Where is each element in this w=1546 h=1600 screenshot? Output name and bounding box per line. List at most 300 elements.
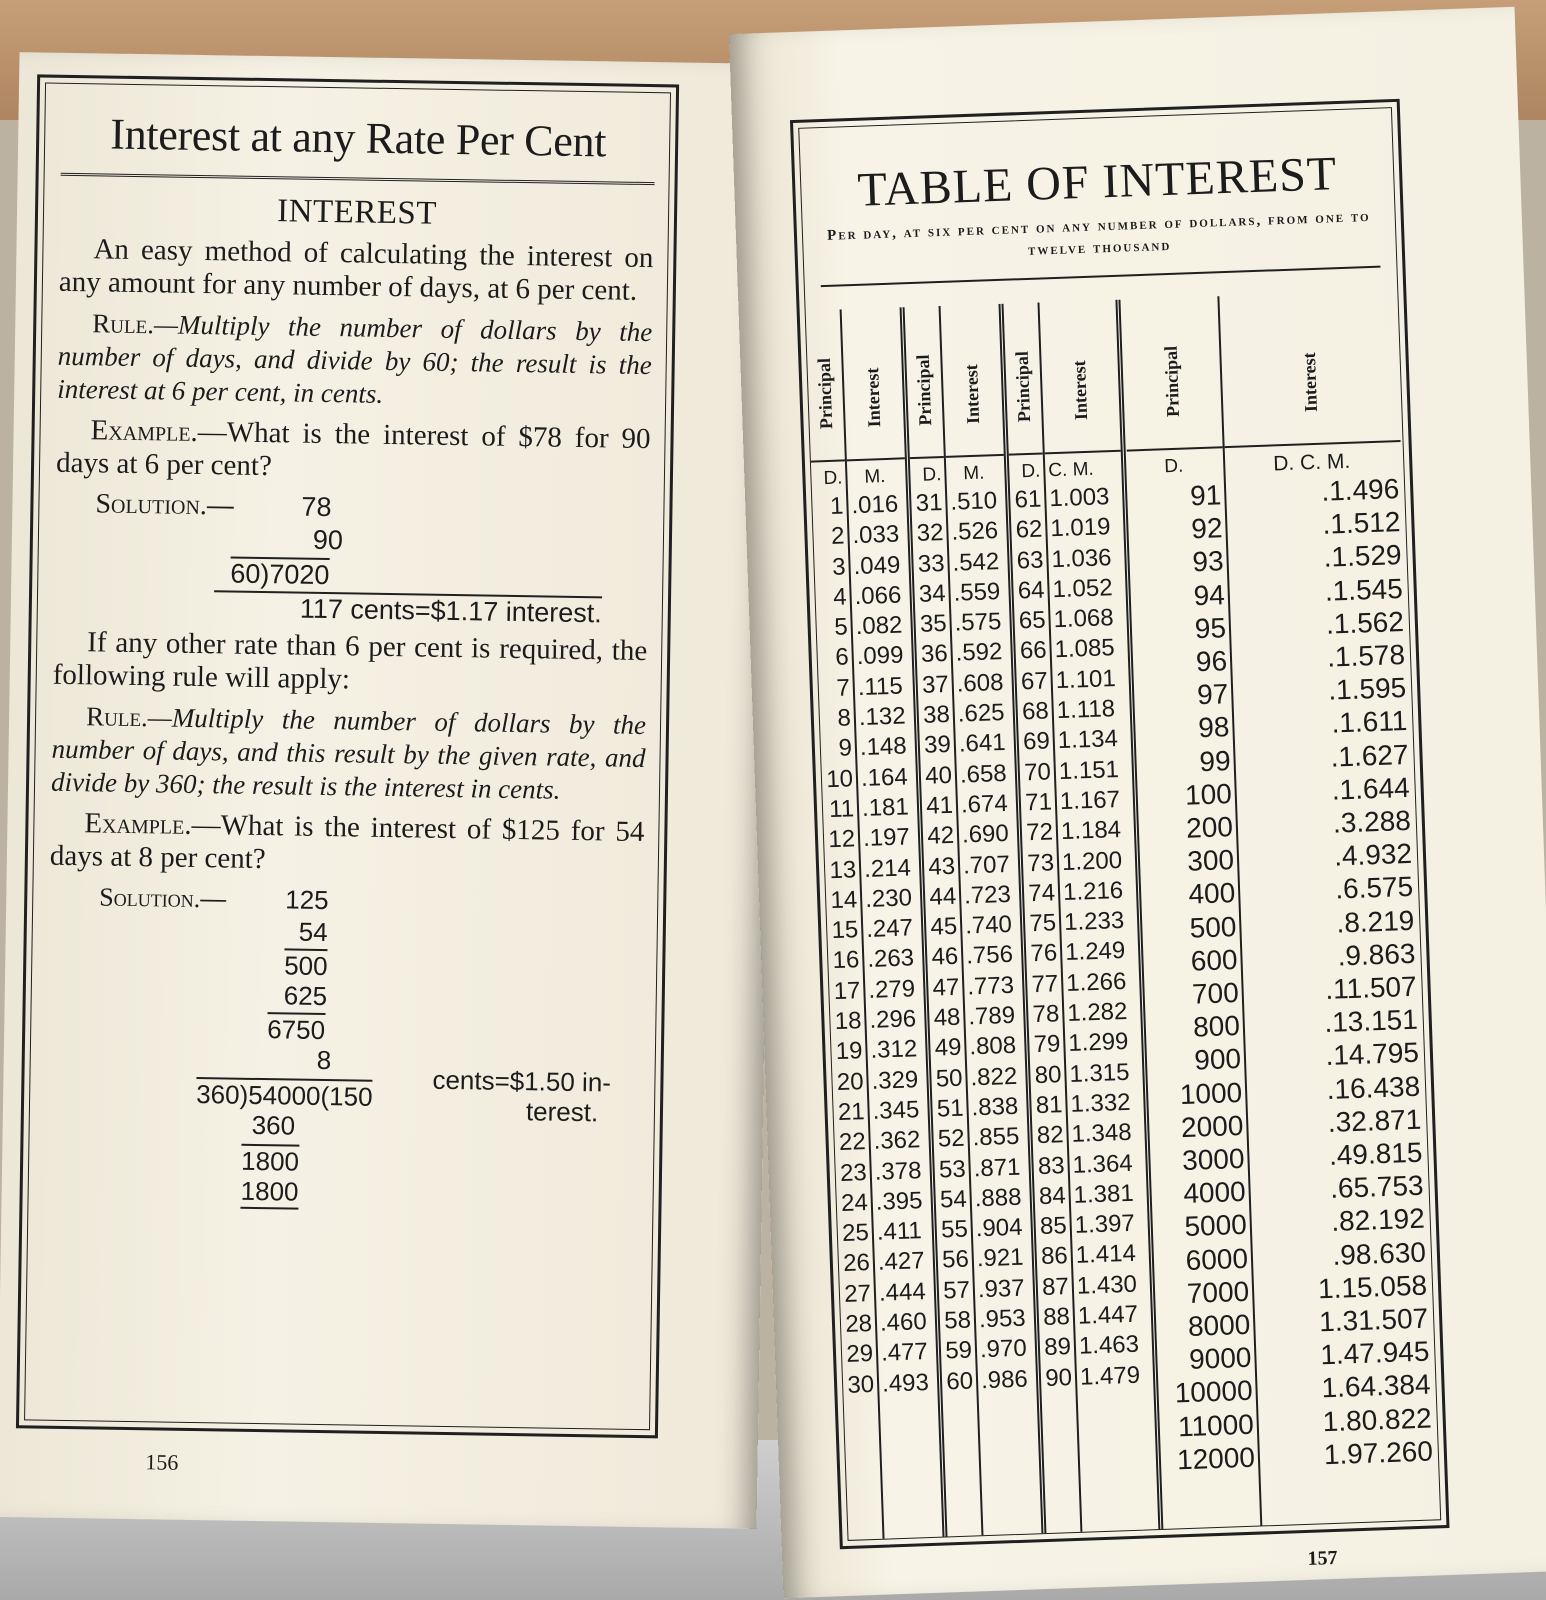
table-cell: 66 [1019,636,1048,665]
table-cell: 83 [1037,1151,1066,1180]
table-cell: 1.068 [1053,604,1115,634]
table-cell: 18 [834,1007,862,1036]
table-cell: .132 [858,702,907,732]
intro-paragraph: An easy method of calculating the interest on any amount for any number of days, at 6 per cent. [58,233,654,307]
table-cell: 1.167 [1059,785,1121,816]
table-cell: 42 [926,822,955,851]
table-cell: .871 [973,1153,1021,1182]
table-cell: 24 [840,1188,869,1217]
table-cell: .1.627 [1330,738,1410,773]
right-page [729,7,1546,1598]
rule-one-text: —Multiply the number of dollars by the number of days, and divide by 60; the result is the interest at 6 per cent, in cents. [57,309,653,409]
solution-one-line: 90 [312,524,344,556]
table-cell: .838 [971,1092,1019,1122]
solution-two-line: terest. [525,1096,599,1128]
table-cell: 1.47.945 [1319,1335,1430,1371]
solution-two-line: 360 [251,1109,296,1141]
table-cell: 1.332 [1070,1088,1131,1118]
solution-two-label: Solution.— [99,882,227,914]
table-cell: 7000 [1186,1275,1250,1309]
table-cell: 41 [925,791,954,820]
table-cell: .674 [960,789,1009,819]
column-units: M. [864,466,886,488]
rule-two-text: —Multiply the number of dollars by the number of days, and this result by the given rate, and divide by 360; the result is the interest in cents. [50,702,647,805]
table-cell: 600 [1190,943,1239,977]
table-cell: 49 [934,1034,962,1062]
table-cell: .9.863 [1337,937,1416,972]
column-header: Principal [806,309,845,462]
table-cell: 91 [1189,479,1222,512]
solution-one-label: Solution.— [95,488,235,522]
table-cell: 98 [1197,711,1230,744]
table-cell: 1.003 [1048,483,1110,513]
table-cell: 1.101 [1055,664,1117,694]
table-cell: 500 [1189,910,1237,944]
column-header: Interest [1039,300,1120,455]
table-cell: .066 [854,581,902,611]
table-cell: 1.348 [1071,1119,1133,1149]
table-cell: .14.795 [1324,1037,1420,1072]
table-cell: .444 [878,1277,927,1307]
table-cell: 300 [1186,844,1235,877]
table-cell: 9 [838,734,853,763]
table-cell: .723 [963,880,1012,910]
solution-two-line: 1800 [240,1145,300,1177]
table-cell: 68 [1021,697,1050,726]
column-header: Principal [1004,303,1043,456]
solution-two [43,881,643,1280]
table-cell: 20 [836,1067,865,1096]
table-cell: .789 [967,1001,1016,1031]
table-cell: 1.64.384 [1321,1369,1432,1404]
table-cell: 1.80.822 [1322,1402,1433,1437]
solution-two-line: 625 [283,980,328,1012]
table-cell: 30 [846,1370,875,1399]
table-cell: .033 [852,520,900,550]
column-units: M. [962,462,985,485]
column-units: D. [1163,455,1184,478]
table-cell: 1.397 [1074,1209,1136,1239]
table-cell: 1.364 [1072,1149,1134,1179]
table-cell: 13 [828,855,857,884]
column-units: D. C. M. [1272,449,1351,476]
page-number-left: 156 [145,1449,179,1475]
table-cell: 85 [1039,1212,1068,1241]
table-cell: 92 [1190,512,1224,545]
table-cell: .247 [865,914,914,944]
table-cell: .329 [871,1065,919,1095]
table-cell: 71 [1024,788,1053,817]
table-cell: 10 [825,764,854,793]
left-page-content [24,83,671,1431]
table-cell: 73 [1026,848,1055,877]
solution-two-line: 125 [285,884,329,916]
table-cell: 77 [1031,970,1059,998]
solution-one [54,488,650,629]
column-units: D. [823,467,843,490]
table-cell: .1.496 [1320,473,1400,507]
table-cell: 15 [831,916,859,945]
table-cell: .986 [980,1365,1029,1394]
table-cell: 1.463 [1078,1331,1140,1361]
table-cell: 1.299 [1067,1028,1129,1058]
table-cell: 1.430 [1076,1270,1138,1300]
table-cell: .362 [873,1126,921,1156]
rule-two [51,700,646,808]
table-cell: 65 [1018,606,1047,635]
table-cell: 1.184 [1060,816,1122,846]
table-cell: 3 [831,553,847,581]
table-cell: 8 [837,704,852,732]
table-cell: .970 [979,1334,1028,1364]
table-cell: 1.381 [1073,1179,1135,1209]
table-cell: .164 [860,763,909,792]
table-cell: 88 [1042,1303,1071,1332]
solution-one-result: 117 cents=$1.17 interest. [214,590,602,629]
table-cell: 90 [1044,1363,1073,1392]
example-one-lead: Example. [90,414,199,448]
table-cell: 45 [930,912,958,941]
table-cell: .460 [879,1308,928,1337]
table-cell: 36 [920,640,949,669]
table-cell: 19 [835,1037,863,1066]
table-cell: 61 [1014,485,1042,514]
table-cell: 89 [1043,1333,1072,1362]
table-cell: 3000 [1181,1142,1246,1177]
table-cell: .1.529 [1323,539,1403,574]
table-cell: .1.611 [1331,705,1408,739]
table-cell: 34 [918,579,947,608]
table-title: TABLE OF INTEREST [856,147,1338,217]
table-cell: 82 [1036,1121,1065,1150]
table-cell: 96 [1195,645,1228,678]
table-cell: .542 [952,547,1000,577]
column-header: Interest [1219,290,1400,448]
table-cell: .625 [957,699,1005,728]
table-cell: 48 [933,1003,961,1032]
table-cell: 57 [942,1276,971,1305]
table-cell: 94 [1193,578,1226,611]
table-cell: 63 [1016,546,1044,575]
table-cell: 14 [830,886,858,915]
table-cell: .98.630 [1331,1236,1427,1271]
right-page-border [790,99,1450,1549]
table-cell: .888 [974,1183,1022,1213]
table-cell: 67 [1020,667,1049,696]
column-header: Principal [905,306,944,459]
table-cell: .345 [872,1096,920,1125]
table-cell: 37 [921,670,950,699]
table-cell: .493 [881,1368,930,1398]
left-page [0,52,779,1529]
column-units: C. M. [1047,458,1095,482]
table-cell: 1.134 [1057,725,1119,755]
solution-two-line: 360)54000(150 [195,1079,373,1112]
table-cell: 16 [832,946,860,975]
table-cell: .49.815 [1328,1136,1423,1171]
table-cell: 900 [1193,1043,1242,1077]
table-cell: 2 [830,522,845,551]
rule-one [57,307,652,415]
table-cell: 1000 [1179,1076,1243,1110]
table-cell: 12 [827,825,856,854]
column-header: Principal [1121,296,1222,451]
table-cell: 1.282 [1066,997,1128,1028]
table-cell: 1.447 [1077,1300,1139,1330]
example-two [50,807,645,882]
table-cell: 95 [1194,612,1227,645]
table-cell: .82.192 [1330,1203,1426,1238]
table-cell: 87 [1041,1272,1070,1301]
table-cell: .263 [866,944,915,974]
table-cell: 27 [843,1279,872,1308]
column-units: D. [1021,460,1041,483]
table-cell: 5 [833,613,849,642]
table-cell: .559 [953,577,1001,607]
table-cell: .808 [968,1032,1017,1061]
table-cell: .099 [856,641,904,671]
table-cell: .1.545 [1324,572,1404,607]
table-cell: .3.288 [1332,804,1412,839]
table-cell: 400 [1187,877,1236,911]
table-cell: 1.200 [1061,846,1123,876]
table-cell: 1.233 [1063,907,1125,937]
table-cell: .904 [975,1213,1023,1243]
table-cell: 1.266 [1065,967,1127,997]
table-cell: .65.753 [1329,1169,1425,1205]
table-cell: .312 [870,1035,918,1065]
table-cell: .855 [972,1122,1020,1152]
table-cell: .16.438 [1326,1070,1421,1105]
table-cell: 100 [1184,777,1233,811]
table-cell: .1.644 [1331,771,1411,806]
solution-two-line: 54 [298,916,328,948]
table-cell: .608 [956,668,1004,698]
rule-two-lead: Rule. [85,701,149,733]
column-units: D. [922,464,942,486]
solution-two-line: 1800 [240,1176,298,1210]
table-cell: .395 [875,1186,923,1216]
example-one [56,414,651,489]
table-cell: 81 [1035,1091,1063,1120]
table-cell: 1.151 [1058,755,1120,785]
table-cell: 1.036 [1050,543,1112,573]
table-cell: 1.052 [1052,574,1114,604]
table-cell: 56 [941,1245,970,1274]
table-cell: .707 [962,850,1011,880]
table-cell: .822 [970,1062,1018,1092]
table-cell: 11000 [1177,1408,1255,1443]
table-cell: 54 [939,1185,968,1214]
table-cell: 84 [1038,1181,1067,1210]
solution-one-line: 78 [301,491,332,523]
solution-two-line: 500 [284,950,328,982]
table-cell: 53 [938,1155,967,1184]
table-cell: 33 [917,549,945,578]
table-cell: 800 [1192,1010,1241,1043]
table-cell: 47 [932,973,960,1002]
table-cell: 29 [845,1340,874,1369]
table-cell: .756 [965,941,1014,970]
table-cell: 10000 [1174,1375,1254,1409]
table-cell: 70 [1023,758,1052,787]
interest-table [806,290,1441,1540]
table-cell: .510 [949,487,998,516]
table-cell: .641 [958,729,1007,758]
table-cell: 1.15.058 [1317,1269,1428,1305]
table-cell: 97 [1196,678,1229,711]
table-cell: .13.151 [1323,1004,1419,1039]
table-cell: .8.219 [1335,904,1415,939]
table-cell: 51 [936,1094,965,1123]
table-cell: .427 [877,1247,926,1277]
table-cell: 40 [924,761,953,790]
table-cell: .378 [874,1156,922,1186]
table-cell: .411 [876,1217,923,1246]
table-cell: 50 [935,1064,963,1093]
table-cell: 17 [833,976,861,1005]
table-cell: 1.414 [1075,1240,1137,1270]
table-subtitle: Per day, at six per cent on any number of dollars, from one to twelve thousand [819,206,1381,288]
table-cell: 1.97.260 [1323,1435,1434,1471]
table-cell: 86 [1040,1242,1069,1271]
table-cell: 28 [844,1310,873,1338]
table-cell: .016 [850,490,899,520]
table-cell: 1.019 [1049,513,1111,543]
table-cell: 72 [1025,818,1054,847]
table-cell: 21 [837,1098,866,1126]
table-cell: 8000 [1187,1308,1251,1343]
table-cell: 32 [916,519,944,548]
table-cell: 1.31.507 [1318,1302,1429,1338]
table-cell: 6000 [1185,1242,1249,1276]
table-cell: .690 [961,820,1010,849]
table-cell: 4000 [1182,1176,1247,1210]
example-one-text: —What is the interest of $78 for 90 days at 6 per cent? [55,415,651,483]
example-two-text: —What is the interest of $125 for 54 days at 8 per cent? [49,808,645,876]
rule-one-lead: Rule. [92,308,155,340]
table-cell: 1.118 [1056,695,1116,725]
table-cell: .4.932 [1333,838,1413,872]
solution-two-line: 6750 [267,1014,326,1046]
section-title: INTEREST [276,193,438,232]
table-cell: 93 [1191,545,1225,578]
table-cell: .11.507 [1324,970,1418,1005]
table-cell: 38 [922,700,951,729]
table-cell: 31 [915,489,943,517]
table-cell: 25 [841,1219,870,1248]
table-cell: 26 [842,1249,871,1278]
table-cell: 75 [1028,909,1057,938]
table-cell: .32.871 [1327,1103,1422,1138]
table-cell: 1.249 [1064,937,1126,967]
table-cell: 2000 [1180,1109,1244,1143]
table-cell: .740 [964,911,1013,940]
column-header: Interest [842,307,905,461]
table-cell: 5000 [1183,1209,1248,1243]
table-cell: 52 [937,1124,966,1153]
table-cell: 80 [1034,1060,1062,1089]
table-cell: .1.562 [1325,605,1405,640]
table-cell: .230 [864,884,913,913]
table-cell: 4 [832,583,848,611]
table-cell: .953 [978,1304,1027,1334]
table-cell: .279 [867,975,916,1004]
table-cell: .592 [955,638,1003,668]
table-cell: 60 [945,1367,974,1396]
column-header: Interest [941,304,1004,458]
right-page-content [798,107,1441,1541]
table-cell: 46 [931,943,959,972]
other-rate-paragraph: If any other rate than 6 per cent is required, the following rule will apply: [52,626,648,696]
solution-two-line: cents=$1.50 in- [432,1064,612,1098]
table-cell: 62 [1015,515,1043,544]
table-cell: .773 [966,971,1015,1001]
table-cell: 76 [1030,939,1058,968]
table-cell: 700 [1191,977,1240,1010]
table-cell: .049 [853,551,901,580]
table-cell: .115 [857,672,904,701]
table-cell: 1.479 [1079,1361,1141,1391]
table-cell: 79 [1033,1030,1061,1059]
table-cell: 7 [835,674,851,702]
table-cell: 64 [1017,576,1045,605]
table-cell: .526 [950,517,999,547]
table-cell: 39 [923,731,952,760]
table-cell: 1.085 [1054,634,1116,664]
table-cell: 74 [1027,879,1056,908]
table-cell: 55 [940,1215,969,1244]
page-number-right: 157 [1307,1546,1338,1570]
table-cell: .082 [855,611,903,641]
table-cell: .575 [954,608,1002,637]
table-cell: 59 [944,1336,973,1365]
column-cells [1226,472,1437,1474]
table-cell: .1.578 [1326,639,1406,673]
table-cell: 22 [838,1128,867,1157]
left-page-border [16,74,679,1438]
table-cell: 6 [834,643,850,672]
running-title: Interest at any Rate Per Cent [61,108,656,185]
table-cell: .658 [959,759,1008,789]
table-cell: .197 [862,823,911,853]
table-cell: 78 [1032,1000,1060,1029]
example-two-lead: Example. [84,807,192,841]
table-cell: 1 [829,492,844,520]
table-cell: .1.512 [1322,506,1401,540]
table-cell: .148 [859,732,908,762]
table-cell: .296 [868,1005,917,1034]
table-cell: 35 [919,610,948,639]
table-cell: .181 [861,793,910,822]
table-cell: .921 [976,1244,1024,1273]
table-cell: 23 [839,1158,868,1187]
table-cell: .937 [977,1274,1026,1303]
table-cell: .477 [880,1338,929,1367]
solution-two-line: 8 [316,1044,332,1076]
table-cell: .6.575 [1334,871,1414,905]
table-cell: 44 [928,882,957,911]
table-cell: .214 [863,853,912,883]
table-cell: 58 [943,1306,972,1335]
table-cell: 11 [828,795,855,824]
table-cell: 99 [1198,744,1232,777]
table-cell: 43 [927,852,956,881]
table-cell: .1.595 [1327,672,1407,706]
table-cell: 1.216 [1062,876,1124,906]
table-cell: 12000 [1176,1441,1256,1476]
table-cell: 9000 [1188,1342,1252,1376]
